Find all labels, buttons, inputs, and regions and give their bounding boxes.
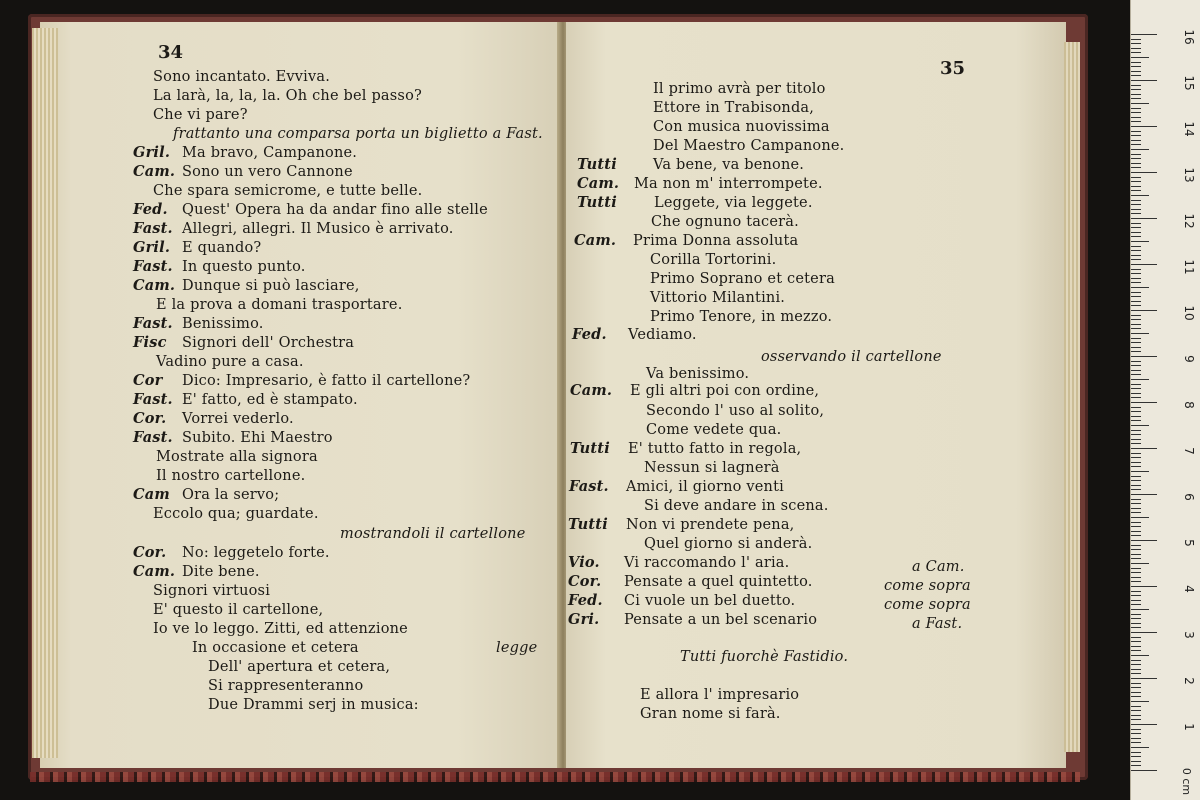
text-line: Quest' Opera ha da andar fino alle stelle: [182, 202, 488, 218]
ruler-tick: [1131, 328, 1141, 329]
ruler-tick: [1131, 135, 1141, 136]
ruler-tick: [1131, 186, 1141, 187]
ruler-tick: [1131, 499, 1141, 500]
ruler-tick: [1131, 650, 1141, 651]
ruler-tick: [1131, 144, 1141, 145]
ruler-tick: [1131, 581, 1141, 582]
text-line: Signori virtuosi: [153, 583, 271, 599]
ruler-number: 12: [1182, 213, 1196, 229]
text-line: Mostrate alla signora: [156, 449, 318, 465]
ruler-tick: [1131, 710, 1141, 711]
stage-direction: come sopra: [884, 578, 971, 594]
ruler-number: 2: [1182, 677, 1196, 685]
ruler-number: 14: [1182, 121, 1196, 137]
ruler-number: 16: [1182, 29, 1196, 45]
speaker-label: Tutti: [570, 440, 610, 457]
text-line: Eccolo qua; guardate.: [153, 506, 319, 522]
text-line: Vi raccomando l' aria.: [624, 555, 790, 571]
ruler-tick: [1131, 163, 1141, 164]
ruler-tick: [1131, 752, 1141, 753]
ruler-number: 9: [1182, 355, 1196, 363]
ruler-tick: [1131, 701, 1149, 702]
ruler-number: 7: [1182, 447, 1196, 455]
text-line: Ma bravo, Campanone.: [182, 145, 358, 161]
text-line: Va benissimo.: [646, 366, 750, 382]
cover-edge: [30, 772, 1080, 782]
speaker-label: Cam.: [570, 382, 613, 399]
speaker-label: Vio.: [568, 554, 600, 571]
ruler-tick: [1131, 269, 1141, 270]
ruler-tick: [1131, 121, 1141, 122]
ruler-tick: [1131, 200, 1141, 201]
ruler-tick: [1131, 62, 1141, 63]
ruler-tick: [1131, 733, 1141, 734]
ruler-tick: [1131, 241, 1149, 242]
text-line: Come vedete qua.: [646, 422, 782, 438]
ruler-tick: [1131, 89, 1141, 90]
ruler-tick: [1131, 715, 1141, 716]
speaker-label: Fisc: [133, 334, 167, 351]
ruler-number: 15: [1182, 75, 1196, 91]
ruler-tick: [1131, 572, 1141, 573]
ruler-tick: [1131, 204, 1141, 205]
speaker-label: Fast.: [569, 478, 609, 495]
ruler-tick: [1131, 756, 1141, 757]
ruler-tick: [1131, 305, 1141, 306]
stage-direction: a Fast.: [912, 616, 963, 632]
stage-direction: frattanto una comparsa porta un biglietto a Fast.: [173, 126, 543, 142]
speaker-label: Gri.: [568, 611, 600, 628]
ruler-tick: [1131, 48, 1141, 49]
ruler-tick: [1131, 466, 1141, 467]
ruler-tick: [1131, 361, 1141, 362]
ruler-number: 5: [1182, 539, 1196, 547]
ruler-tick: [1131, 508, 1141, 509]
speaker-label: Cam.: [133, 277, 176, 294]
ruler-tick: [1131, 591, 1141, 592]
ruler-tick: [1131, 149, 1149, 150]
ruler-tick: [1131, 632, 1157, 633]
ruler-tick: [1131, 117, 1141, 118]
speaker-label: Tutti: [568, 516, 608, 533]
speaker-label: Cam.: [574, 232, 617, 249]
ruler-tick: [1131, 273, 1141, 274]
ruler-tick: [1131, 80, 1157, 81]
text-line: No: leggetelo forte.: [182, 545, 330, 561]
ruler-tick: [1131, 669, 1141, 670]
ruler-tick: [1131, 264, 1157, 265]
ruler-number: 3: [1182, 631, 1196, 639]
ruler-tick: [1131, 609, 1149, 610]
ruler-tick: [1131, 393, 1141, 394]
text-line: Quel giorno si anderà.: [644, 536, 813, 552]
text-line: Con musica nuovissima: [653, 119, 830, 135]
ruler-tick: [1131, 411, 1141, 412]
text-line: Leggete, via leggete.: [654, 195, 813, 211]
ruler-tick: [1131, 719, 1141, 720]
ruler-tick: [1131, 494, 1157, 495]
text-line: Sono un vero Cannone: [182, 164, 353, 180]
ruler-tick: [1131, 255, 1141, 256]
ruler-tick: [1131, 531, 1141, 532]
ruler-number: 11: [1182, 259, 1196, 275]
ruler-tick: [1131, 448, 1157, 449]
page-number: 35: [940, 58, 966, 79]
text-line: Subito. Ehi Maestro: [182, 430, 333, 446]
text-line: Si rappresenteranno: [208, 678, 364, 694]
ruler-tick: [1131, 646, 1141, 647]
text-line: Signori dell' Orchestra: [182, 335, 355, 351]
ruler-tick: [1131, 246, 1141, 247]
ruler-tick: [1131, 706, 1141, 707]
text-line: Il nostro cartellone.: [156, 468, 306, 484]
ruler-tick: [1131, 397, 1141, 398]
ruler-tick: [1131, 627, 1141, 628]
ruler-tick: [1131, 213, 1141, 214]
page-number: 34: [158, 42, 184, 63]
text-line: Pensate a un bel scenario: [624, 612, 818, 628]
ruler-tick: [1131, 443, 1141, 444]
speaker-label: Fast.: [133, 220, 173, 237]
stage-direction: mostrandoli il cartellone: [340, 526, 526, 542]
speaker-label: Fed.: [568, 592, 603, 609]
stage-direction: come sopra: [884, 597, 971, 613]
ruler-tick: [1131, 770, 1157, 771]
speaker-label: Cor: [133, 372, 163, 389]
ruler-tick: [1131, 181, 1141, 182]
ruler-tick: [1131, 177, 1141, 178]
ruler-tick: [1131, 742, 1141, 743]
text-line: Due Drammi serj in musica:: [208, 697, 419, 713]
text-line: Che ognuno tacerà.: [651, 214, 799, 230]
speaker-label: Fast.: [133, 429, 173, 446]
ruler-tick: [1131, 39, 1141, 40]
text-line: Dell' apertura et cetera,: [208, 659, 391, 675]
text-line: Ora la servo;: [182, 487, 280, 503]
ruler-tick: [1131, 384, 1141, 385]
ruler-tick: [1131, 351, 1141, 352]
ruler-number: 8: [1182, 401, 1196, 409]
ruler-tick: [1131, 112, 1141, 113]
text-line: In occasione et cetera: [192, 640, 359, 656]
ruler-tick: [1131, 195, 1149, 196]
speaker-label: Cam.: [133, 163, 176, 180]
ruler-tick: [1131, 71, 1141, 72]
measurement-ruler: [1130, 0, 1200, 800]
ruler-tick: [1131, 618, 1141, 619]
text-line: E' questo il cartellone,: [153, 602, 324, 618]
ruler-tick: [1131, 52, 1141, 53]
ruler-tick: [1131, 678, 1157, 679]
ruler-tick: [1131, 296, 1141, 297]
ruler-tick: [1131, 292, 1141, 293]
page-stack-left: [32, 28, 58, 758]
speaker-label: Cam: [133, 486, 170, 503]
speaker-label: Fed.: [572, 326, 607, 343]
ruler-tick: [1131, 154, 1141, 155]
ruler-tick: [1131, 687, 1141, 688]
ruler-tick: [1131, 462, 1141, 463]
ruler-tick: [1131, 315, 1141, 316]
ruler-number: 1: [1182, 723, 1196, 731]
ruler-tick: [1131, 540, 1157, 541]
ruler-tick: [1131, 402, 1157, 403]
text-line: E quando?: [182, 240, 262, 256]
ruler-tick: [1131, 554, 1141, 555]
ruler-tick: [1131, 57, 1149, 58]
text-line: Vediamo.: [628, 327, 697, 343]
ruler-tick: [1131, 568, 1141, 569]
ruler-tick: [1131, 526, 1141, 527]
text-line: Primo Tenore, in mezzo.: [650, 309, 833, 325]
ruler-tick: [1131, 227, 1141, 228]
speaker-label: Fast.: [133, 258, 173, 275]
ruler-tick: [1131, 287, 1149, 288]
ruler-tick: [1131, 664, 1141, 665]
text-line: E la prova a domani trasportare.: [156, 297, 403, 313]
ruler-tick: [1131, 480, 1141, 481]
ruler-tick: [1131, 457, 1141, 458]
ruler-tick: [1131, 347, 1141, 348]
ruler-tick: [1131, 453, 1141, 454]
ruler-tick: [1131, 434, 1141, 435]
ruler-tick: [1131, 407, 1141, 408]
ruler-tick: [1131, 94, 1141, 95]
text-line: Ci vuole un bel duetto.: [624, 593, 796, 609]
ruler-number: 6: [1182, 493, 1196, 501]
ruler-tick: [1131, 324, 1141, 325]
text-line: E' tutto fatto in regola,: [628, 441, 802, 457]
text-line: Del Maestro Campanone.: [653, 138, 845, 154]
ruler-tick: [1131, 485, 1141, 486]
ruler-tick: [1131, 310, 1157, 311]
ruler-tick: [1131, 692, 1141, 693]
speaker-label: Cam.: [577, 175, 620, 192]
ruler-tick: [1131, 503, 1141, 504]
text-line: In questo punto.: [182, 259, 306, 275]
speaker-label: Cam.: [133, 563, 176, 580]
ruler-tick: [1131, 108, 1141, 109]
ruler-tick: [1131, 660, 1141, 661]
ruler-tick: [1131, 250, 1141, 251]
ruler-number: 4: [1182, 585, 1196, 593]
stage-direction: Tutti fuorchè Fastidio.: [680, 649, 849, 665]
ruler-tick: [1131, 549, 1141, 550]
ruler-tick: [1131, 416, 1141, 417]
text-line: Allegri, allegri. Il Musico è arrivato.: [182, 221, 454, 237]
text-line: E allora l' impresario: [640, 687, 800, 703]
text-line: Secondo l' uso al solito,: [646, 403, 825, 419]
speaker-label: Tutti: [577, 156, 617, 173]
ruler-tick: [1131, 370, 1141, 371]
stage-direction: legge: [496, 640, 538, 656]
speaker-label: Gril.: [133, 239, 171, 256]
ruler-tick: [1131, 738, 1141, 739]
text-line: Io ve lo leggo. Zitti, ed attenzione: [153, 621, 408, 637]
text-line: Prima Donna assoluta: [633, 233, 799, 249]
speaker-label: Tutti: [577, 194, 617, 211]
ruler-tick: [1131, 85, 1141, 86]
ruler-tick: [1131, 75, 1141, 76]
speaker-label: Fast.: [133, 391, 173, 408]
text-line: Va bene, va benone.: [653, 157, 805, 173]
ruler-tick: [1131, 420, 1141, 421]
text-line: Sono incantato. Evviva.: [153, 69, 331, 85]
text-line: Nessun si lagnerà: [644, 460, 780, 476]
ruler-tick: [1131, 637, 1141, 638]
ruler-tick: [1131, 641, 1141, 642]
text-line: Corilla Tortorini.: [650, 252, 777, 268]
ruler-tick: [1131, 259, 1141, 260]
ruler-tick: [1131, 563, 1149, 564]
speaker-label: Cor.: [568, 573, 602, 590]
text-line: Benissimo.: [182, 316, 264, 332]
text-line: E gli altri poi con ordine,: [630, 383, 820, 399]
ruler-tick: [1131, 729, 1141, 730]
ruler-tick: [1131, 140, 1141, 141]
ruler-tick: [1131, 158, 1141, 159]
text-line: Ettore in Trabisonda,: [653, 100, 815, 116]
ruler-tick: [1131, 517, 1149, 518]
ruler-tick: [1131, 724, 1157, 725]
ruler-tick: [1131, 223, 1141, 224]
text-line: Amici, il giorno venti: [626, 479, 784, 495]
text-line: E' fatto, ed è stampato.: [182, 392, 358, 408]
text-line: Gran nome si farà.: [640, 706, 781, 722]
ruler-tick: [1131, 522, 1141, 523]
right-page: [566, 22, 1066, 768]
ruler-tick: [1131, 278, 1141, 279]
ruler-tick: [1131, 374, 1141, 375]
ruler-tick: [1131, 365, 1141, 366]
ruler-tick: [1131, 545, 1141, 546]
ruler-number: 13: [1182, 167, 1196, 183]
ruler-tick: [1131, 342, 1141, 343]
text-line: Si deve andare in scena.: [644, 498, 829, 514]
ruler-tick: [1131, 623, 1141, 624]
ruler-tick: [1131, 683, 1141, 684]
ruler-tick: [1131, 301, 1141, 302]
stage-direction: a Cam.: [912, 559, 965, 575]
ruler-number: 10: [1182, 305, 1196, 321]
ruler-tick: [1131, 388, 1141, 389]
ruler-tick: [1131, 577, 1141, 578]
text-line: Dunque si può lasciare,: [182, 278, 360, 294]
ruler-tick: [1131, 209, 1141, 210]
text-line: Vittorio Milantini.: [650, 290, 786, 306]
speaker-label: Fast.: [133, 315, 173, 332]
ruler-tick: [1131, 356, 1157, 357]
text-line: Pensate a quel quintetto.: [624, 574, 813, 590]
ruler-tick: [1131, 673, 1141, 674]
ruler-tick: [1131, 236, 1141, 237]
ruler-tick: [1131, 319, 1141, 320]
text-line: Dite bene.: [182, 564, 260, 580]
ruler-tick: [1131, 43, 1141, 44]
ruler-tick: [1131, 98, 1141, 99]
speaker-label: Cor.: [133, 544, 167, 561]
ruler-tick: [1131, 379, 1149, 380]
text-line: Vadino pure a casa.: [156, 354, 304, 370]
ruler-tick: [1131, 535, 1141, 536]
text-line: Che vi pare?: [153, 107, 248, 123]
ruler-tick: [1131, 338, 1141, 339]
ruler-tick: [1131, 476, 1141, 477]
ruler-tick: [1131, 696, 1141, 697]
ruler-tick: [1131, 512, 1141, 513]
ruler-tick: [1131, 34, 1157, 35]
text-line: Primo Soprano et cetera: [650, 271, 835, 287]
ruler-tick: [1131, 425, 1149, 426]
ruler-tick: [1131, 765, 1141, 766]
ruler-tick: [1131, 66, 1141, 67]
ruler-tick: [1131, 604, 1141, 605]
text-line: Che spara semicrome, e tutte belle.: [153, 183, 423, 199]
text-line: Dico: Impresario, è fatto il cartellone?: [182, 373, 471, 389]
ruler-tick: [1131, 190, 1141, 191]
text-line: Non vi prendete pena,: [626, 517, 795, 533]
ruler-tick: [1131, 131, 1141, 132]
ruler-tick: [1131, 439, 1141, 440]
text-line: Vorrei vederlo.: [182, 411, 294, 427]
ruler-tick: [1131, 471, 1149, 472]
ruler-tick: [1131, 600, 1141, 601]
text-line: Il primo avrà per titolo: [653, 81, 826, 97]
ruler-tick: [1131, 282, 1141, 283]
ruler-tick: [1131, 218, 1157, 219]
stage-direction: osservando il cartellone: [761, 349, 942, 365]
ruler-tick: [1131, 167, 1141, 168]
ruler-tick: [1131, 333, 1149, 334]
ruler-tick: [1131, 614, 1141, 615]
page-stack-right: [1064, 42, 1080, 752]
ruler-tick: [1131, 595, 1141, 596]
speaker-label: Gril.: [133, 144, 171, 161]
ruler-tick: [1131, 558, 1141, 559]
ruler-tick: [1131, 232, 1141, 233]
ruler-tick: [1131, 489, 1141, 490]
ruler-tick: [1131, 430, 1141, 431]
ruler-tick: [1131, 126, 1157, 127]
speaker-label: Cor.: [133, 410, 167, 427]
ruler-tick: [1131, 172, 1157, 173]
ruler-tick: [1131, 103, 1149, 104]
ruler-unit: 0 cm: [1180, 767, 1194, 796]
ruler-tick: [1131, 586, 1157, 587]
speaker-label: Fed.: [133, 201, 168, 218]
ruler-tick: [1131, 761, 1141, 762]
ruler-tick: [1131, 747, 1149, 748]
ruler-tick: [1131, 655, 1149, 656]
text-line: Ma non m' interrompete.: [634, 176, 823, 192]
text-line: La larà, la, la, la. Oh che bel passo?: [153, 88, 422, 104]
left-page: [40, 22, 560, 768]
